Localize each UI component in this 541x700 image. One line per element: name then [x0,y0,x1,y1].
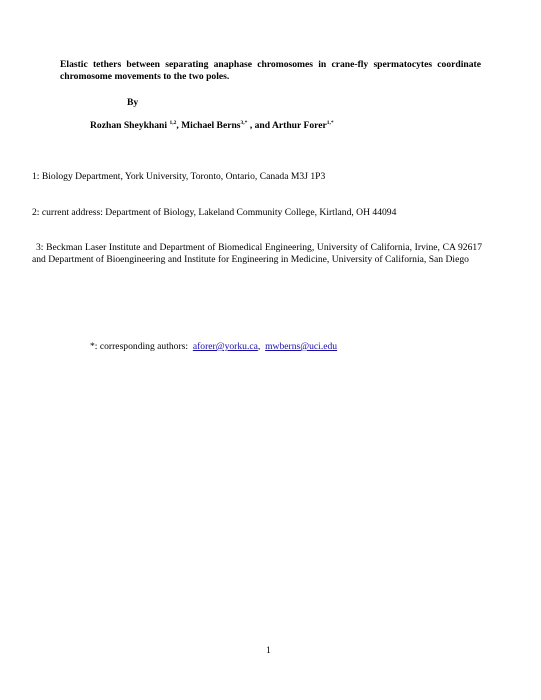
page-number: 1 [266,645,271,656]
corresponding-label: *: corresponding authors: [90,341,189,352]
affiliation-3: 3: Beckman Laser Institute and Department of Biomedical Engineering, University of California, Irvine, CA 92617 and Department of Bioengineering and Institute for Engineering in Medicine, University of California, San Diego [32,242,482,265]
author-name: Michael Berns [181,120,241,131]
corresponding-authors [90,341,337,352]
author-name: Arthur Forer [271,120,327,131]
author-affiliation-marker: 1,2 [169,120,177,126]
author-name: Rozhan Sheykhani [90,120,168,131]
by-label: By [127,97,139,108]
author-separator: , and [247,120,272,131]
paper-title: Elastic tethers between separating anaphase chromosomes in crane-fly spermatocytes coordinate chromosome movements to the two poles. [60,59,481,82]
affiliation-2: 2: current address: Department of Biology, Lakeland Community College, Kirtland, OH 44094 [32,207,397,218]
author-affiliation-marker: 3,* [240,120,248,126]
affiliation-1: 1: Biology Department, York University, Toronto, Ontario, Canada M3J 1P3 [32,171,326,182]
author-separator: , [176,120,182,131]
email-link-forer[interactable]: aforer@yorku.ca [192,341,258,352]
author-list [90,120,334,131]
email-link-berns[interactable]: mwberns@uci.edu [265,341,338,352]
email-separator: , [257,341,261,352]
author-affiliation-marker: 1,* [326,120,334,126]
